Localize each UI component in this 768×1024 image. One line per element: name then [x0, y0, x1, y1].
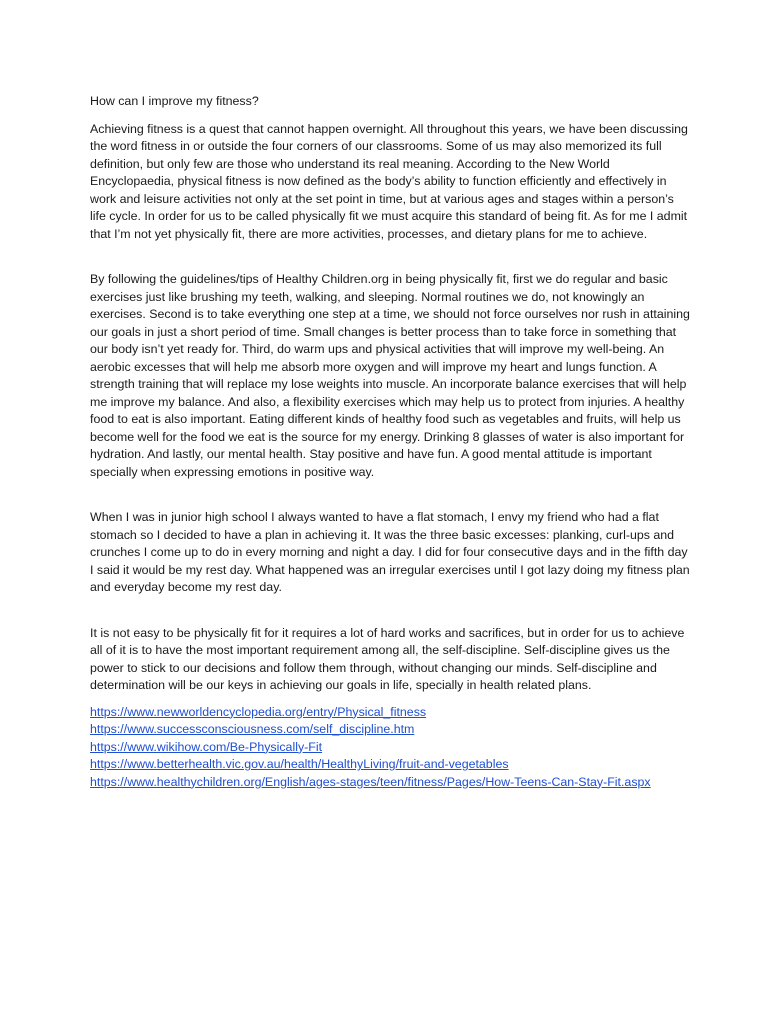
reference-links: [90, 704, 692, 792]
reference-link-healthychildren[interactable]: https://www.healthychildren.org/English/ages-stages/teen/fitness/Pages/How-Teens-Can-Stay-Fit.aspx: [90, 774, 651, 789]
reference-link-wikihow[interactable]: https://www.wikihow.com/Be-Physically-Fit: [90, 739, 323, 754]
document-title: How can I improve my fitness?: [90, 94, 259, 108]
paragraph-guidelines: By following the guidelines/tips of Healthy Children.org in being physically fit, first we do regular and basic exercises just like brushing my teeth, walking, and sleeping. Normal routines we do, not knowingly an exercises. Second is to take everything one step at a time, we should not force ourselves nor rush in attaining our goals in just a short period of time. Small changes is better process than to take force in something that our body isn’t yet ready for. Third, do warm ups and physical activities that will improve my well-being. An aerobic excesses that will help me absorb more oxygen and will improve my heart and lungs function. A strength training that will replace my lose weights into muscle. An incorporate balance exercises that will help me improve my balance. And also, a flexibility exercises which may help us to protect from injuries. A healthy food to eat is also important. Eating different kinds of healthy food such as vegetables and fruits, will help us become well for the food we eat is the source for my energy. Drinking 8 glasses of water is also important for hydration. And lastly, our mental health. Stay positive and have fun. A good mental attitude is important specially when expressing emotions in positive way.: [90, 272, 690, 479]
paragraph-intro: Achieving fitness is a quest that cannot happen overnight. All throughout this years, we have been discussing the word fitness in or outside the four corners of our classrooms. Some of us may also memorized its full definition, but only few are those who understand its real meaning. According to the New World Encyclopaedia, physical fitness is now defined as the body’s ability to function efficiently and effectively in work and leisure activities not only at the set point in time, but at various ages and stages within a person’s life cycle. In order for us to be called physically fit we must acquire this standard of being fit. As for me I admit that I’m not yet physically fit, there are more activities, processes, and dietary plans for me to achieve.: [90, 121, 688, 241]
paragraph-junior-high: When I was in junior high school I always wanted to have a flat stomach, I envy my friend who had a flat stomach so I decided to have a plan in achieving it. It was the three basic excesses: planking, curl-ups and crunches I come up to do in every morning and night a day. I did for four consecutive days and in the fifth day I said it would be my rest day. What happened was an irregular exercises until I got lazy doing my fitness plan and everyday become my rest day.: [90, 510, 690, 594]
reference-link-newworldencyclopedia[interactable]: https://www.newworldencyclopedia.org/entry/Physical_fitness: [90, 704, 427, 719]
paragraph-gap: [90, 243, 692, 271]
paragraph-gap: [90, 481, 692, 509]
reference-link-betterhealth[interactable]: https://www.betterhealth.vic.gov.au/health/HealthyLiving/fruit-and-vegetables: [90, 757, 509, 771]
document-body: [90, 93, 692, 791]
reference-link-successconsciousness[interactable]: https://www.successconsciousness.com/self_discipline.htm: [90, 722, 415, 736]
paragraph-conclusion: It is not easy to be physically fit for it requires a lot of hard works and sacrifices, but in order for us to achieve all of it is to have the most important requirement among all, the self-discipline. Self-discipline gives us the power to stick to our decisions and follow them through, without changing our minds. Self-discipline and determination will be our keys in achieving our goals in life, specially in health related plans.: [90, 625, 685, 692]
paragraph-gap: [90, 597, 692, 625]
